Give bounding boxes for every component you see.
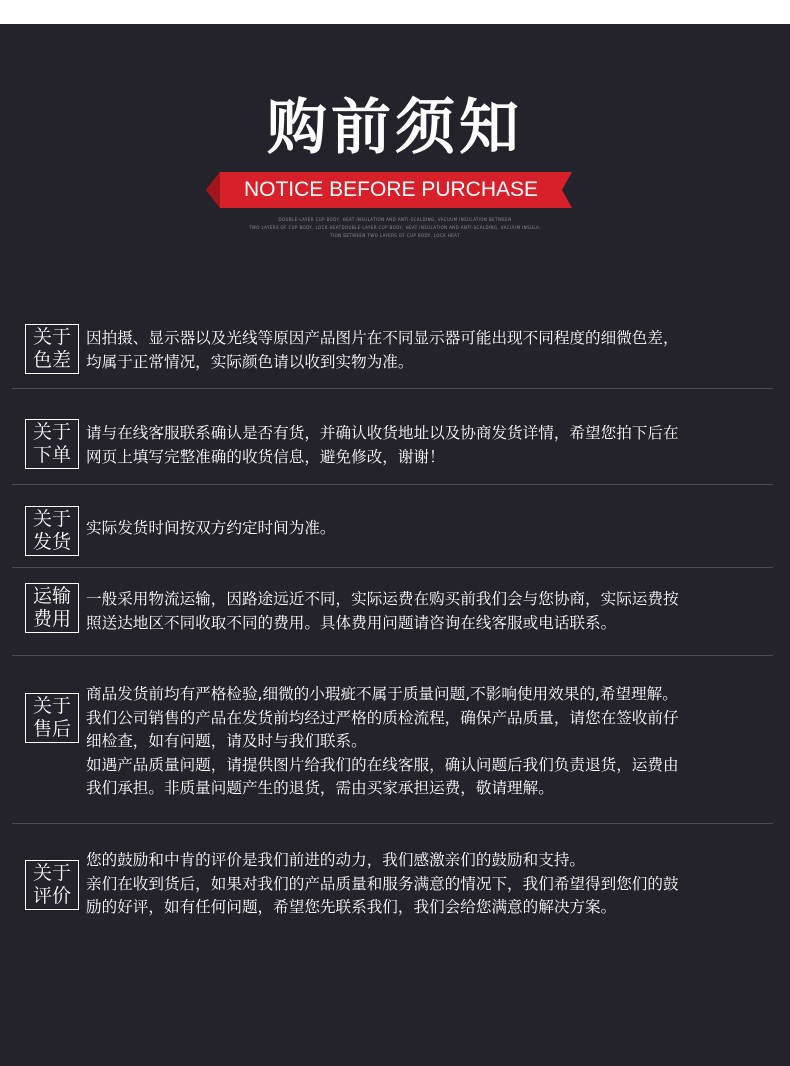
page-title: 购前须知 <box>267 93 523 163</box>
text-line: 细检查，如有问题，请及时与我们联系。 <box>86 732 367 750</box>
label-line: 关于 <box>32 508 71 530</box>
label-line: 运输 <box>32 585 71 607</box>
section-text-after-sales <box>86 683 756 801</box>
label-line: 下单 <box>32 444 71 466</box>
label-after-sales <box>25 693 79 743</box>
text-line: 因拍摄、显示器以及光线等原因产品图片在不同显示器可能出现不同程度的细微色差， <box>86 329 679 347</box>
text-line: 一般采用物流运输，因路途远近不同，实际运费在购买前我们会与您协商，实际运费按 <box>86 590 679 608</box>
fine-print-line: TION BETWEEN TWO LAYERS OF CUP BODY, LOCK HEAT <box>330 233 460 238</box>
fine-print <box>200 216 590 240</box>
section-text-freight <box>86 588 756 635</box>
text-line: 请与在线客服联系确认是否有货，并确认收货地址以及协商发货详情，希望您拍下后在 <box>86 424 679 442</box>
label-line: 评价 <box>32 885 71 907</box>
text-line: 商品发货前均有严格检验,细微的小瑕疵不属于质量问题,不影响使用效果的,希望理解。 <box>86 685 678 703</box>
text-line: 我们承担。非质量问题产生的退货，需由买家承担运费，敬请理解。 <box>86 779 554 797</box>
subtitle-ribbon <box>206 172 576 208</box>
section-text-reviews <box>86 849 756 920</box>
label-color-difference <box>25 324 79 374</box>
label-freight <box>25 583 79 633</box>
label-line: 关于 <box>32 421 71 443</box>
divider <box>12 484 773 485</box>
text-line: 均属于正常情况，实际颜色请以收到实物为准。 <box>86 352 414 371</box>
divider <box>12 567 773 568</box>
label-line: 关于 <box>32 862 71 884</box>
label-ordering <box>25 419 79 469</box>
subtitle-text: NOTICE BEFORE PURCHASE <box>243 178 539 201</box>
label-line: 售后 <box>32 718 71 740</box>
label-line: 关于 <box>32 326 71 348</box>
label-line: 发货 <box>32 531 71 553</box>
text-line: 网页上填写完整准确的收货信息，避免修改，谢谢！ <box>86 447 445 466</box>
text-line: 亲们在收到货后，如果对我们的产品质量和服务满意的情况下，我们希望得到您们的鼓 <box>86 874 679 893</box>
text-line: 实际发货时间按双方约定时间为准。 <box>86 519 336 537</box>
text-line: 如遇产品质量问题，请提供图片给我们的在线客服，确认问题后我们负责退货，运费由 <box>86 755 679 774</box>
text-line: 您的鼓励和中肯的评价是我们前进的动力，我们感激亲们的鼓励和支持。 <box>86 851 586 869</box>
section-text-color-difference <box>86 327 756 374</box>
text-line: 我们公司销售的产品在发货前均经过严格的质检流程，确保产品质量，请您在签收前仔 <box>86 708 679 727</box>
divider <box>12 388 773 389</box>
label-line: 关于 <box>32 695 71 717</box>
label-line: 色差 <box>32 349 71 371</box>
text-line: 励的好评，如有任何问题，希望您先联系我们，我们会给您满意的解决方案。 <box>86 898 617 916</box>
section-text-ordering <box>86 422 756 469</box>
label-reviews <box>25 860 79 910</box>
fine-print-line: TWO LAYERS OF CUP BODY, LOCK HEATDOUBLE-LAYER CUP BODY, HEAT INSULATION AND ANTI-SCALDING, VACUUM INSULA- <box>249 225 541 230</box>
divider <box>12 823 773 824</box>
fine-print-line: DOUBLE-LAYER CUP BODY, HEAT INSULATION AND ANTI-SCALDING, VACUUM INSULATION BETWEEN <box>278 217 512 222</box>
top-white-strip <box>0 0 790 24</box>
label-line: 费用 <box>32 608 71 630</box>
text-line: 照送达地区不同收取不同的费用。具体费用问题请咨询在线客服或电话联系。 <box>86 613 617 632</box>
divider <box>12 655 773 656</box>
section-text-shipping <box>86 517 756 541</box>
label-shipping <box>25 506 79 556</box>
